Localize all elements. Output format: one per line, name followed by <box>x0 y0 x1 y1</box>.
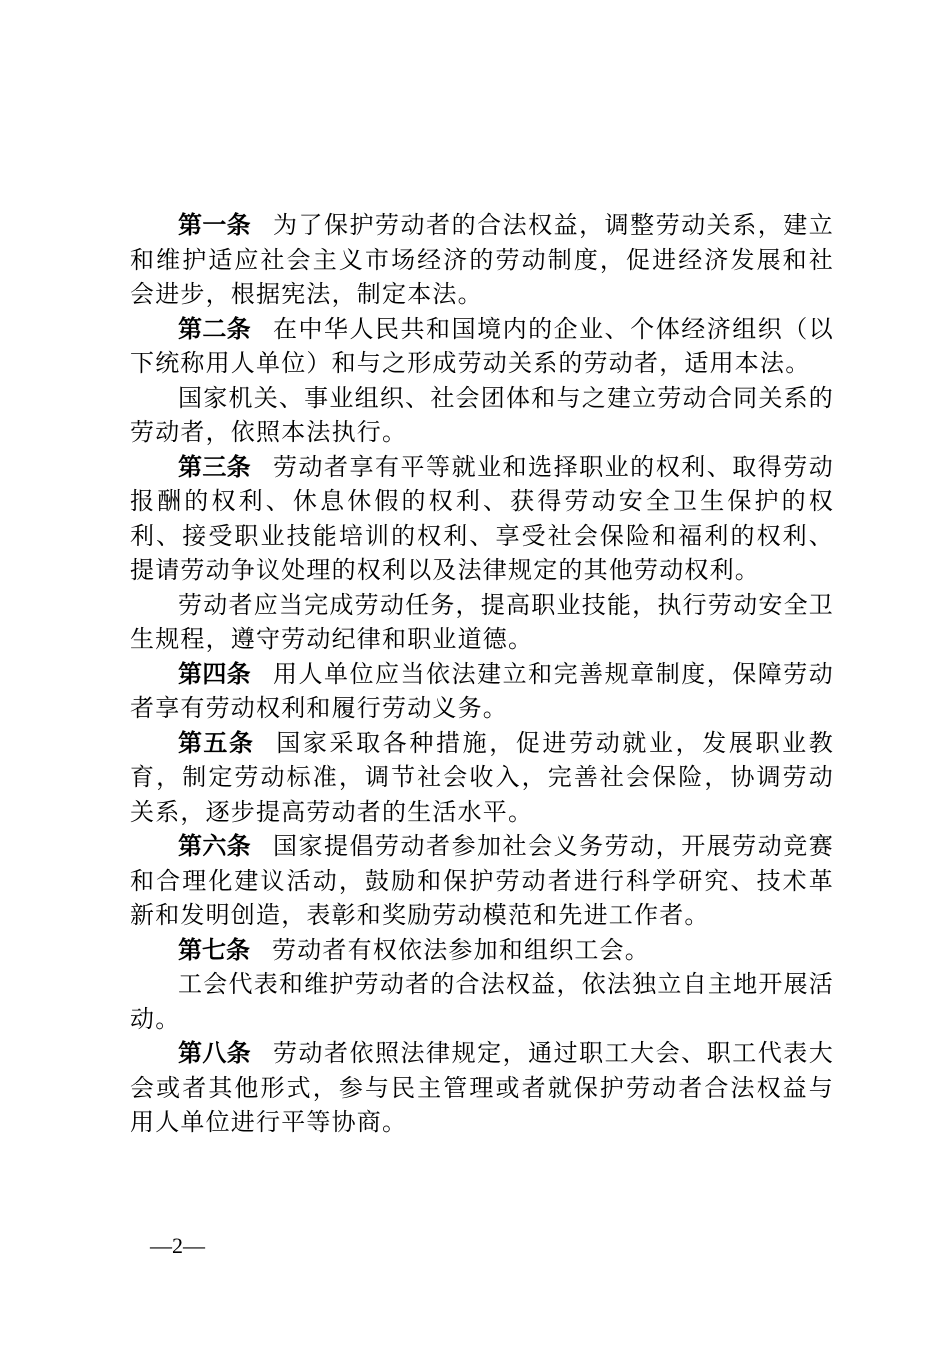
page-number: —2— <box>150 1233 205 1258</box>
article-text: 劳动者应当完成劳动任务，提高职业技能，执行劳动安全卫生规程，遵守劳动纪律和职业道德。 <box>130 590 834 653</box>
article-heading: 第一条 <box>178 211 251 239</box>
article-8 <box>130 1036 834 1140</box>
article-2-para-2 <box>130 381 834 450</box>
article-text: 用人单位应当依法建立和完善规章制度，保障劳动者享有劳动权利和履行劳动义务。 <box>130 659 834 722</box>
article-text: 劳动者有权依法参加和组织工会。 <box>272 935 650 964</box>
article-heading: 第四条 <box>178 659 251 688</box>
article-5 <box>130 726 834 830</box>
article-text: 工会代表和维护劳动者的合法权益，依法独立自主地开展活动。 <box>130 970 834 1033</box>
article-3 <box>130 450 834 588</box>
article-heading: 第七条 <box>178 935 250 964</box>
article-text: 劳动者依照法律规定，通过职工大会、职工代表大会或者其他形式，参与民主管理或者就保护劳动者合法权益与用人单位进行平等协商。 <box>130 1039 834 1136</box>
article-4 <box>130 657 834 726</box>
article-6 <box>130 829 834 933</box>
article-2 <box>130 312 834 381</box>
article-heading: 第三条 <box>178 452 251 481</box>
article-heading: 第八条 <box>178 1039 251 1067</box>
article-text: 国家提倡劳动者参加社会义务劳动，开展劳动竞赛和合理化建议活动，鼓励和保护劳动者进行科学研究、技术革新和发明创造，表彰和奖励劳动模范和先进工作者。 <box>130 832 834 929</box>
article-text: 国家机关、事业组织、社会团体和与之建立劳动合同关系的劳动者，依照本法执行。 <box>130 383 834 446</box>
article-text: 劳动者享有平等就业和选择职业的权利、取得劳动报酬的权利、休息休假的权利、获得劳动安全卫生保护的权利、接受职业技能培训的权利、享受社会保险和福利的权利、提请劳动争议处理的权利以及法律规定的其他劳动权利。 <box>130 452 834 584</box>
article-3-para-2 <box>130 588 834 657</box>
article-text: 国家采取各种措施，促进劳动就业，发展职业教育，制定劳动标准，调节社会收入，完善社会保险，协调劳动关系，逐步提高劳动者的生活水平。 <box>130 728 834 826</box>
article-7 <box>130 933 834 968</box>
document-body <box>130 208 834 1140</box>
article-heading: 第二条 <box>178 314 251 343</box>
article-7-para-2 <box>130 967 834 1036</box>
article-text: 在中华人民共和国境内的企业、个体经济组织（以下统称用人单位）和与之形成劳动关系的劳动者，适用本法。 <box>130 314 834 377</box>
article-1 <box>130 208 834 312</box>
article-heading: 第五条 <box>178 728 255 757</box>
article-text: 为了保护劳动者的合法权益，调整劳动关系，建立和维护适应社会主义市场经济的劳动制度，促进经济发展和社会进步，根据宪法，制定本法。 <box>130 211 834 308</box>
article-heading: 第六条 <box>178 832 251 860</box>
